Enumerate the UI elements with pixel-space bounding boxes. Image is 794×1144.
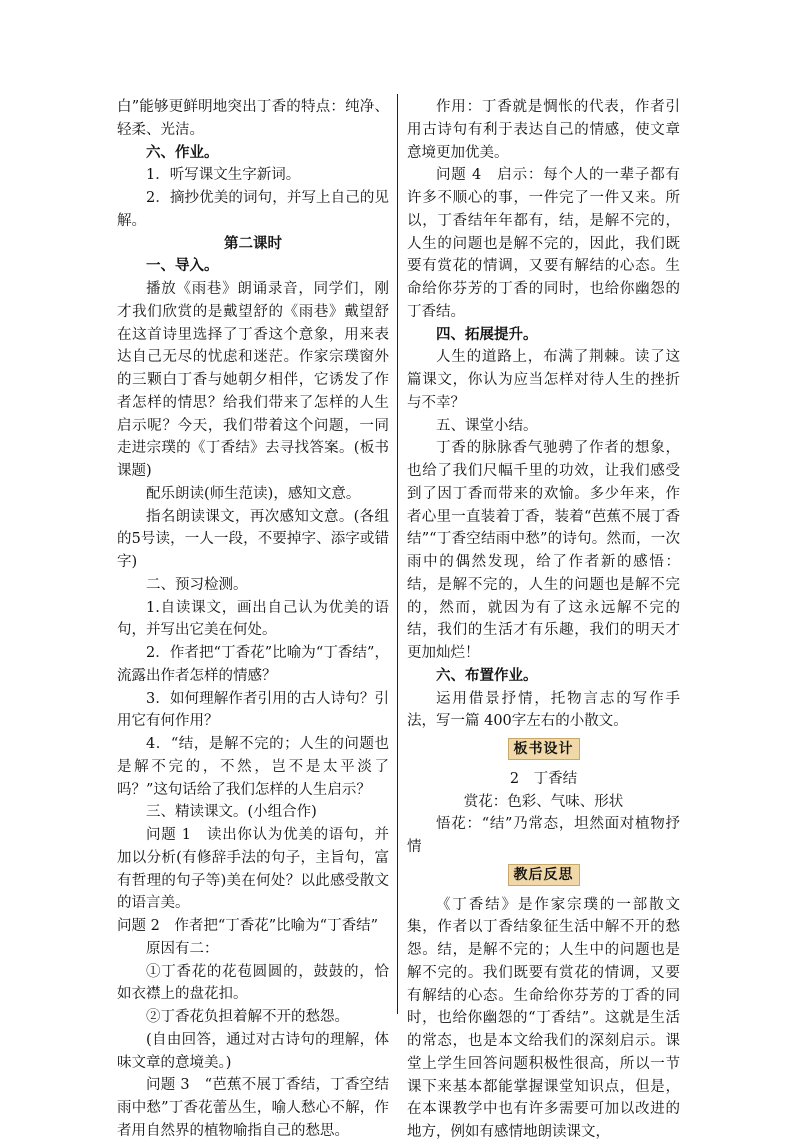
paragraph: 原因有二： bbox=[146, 940, 219, 957]
section-heading: 一、导入。 bbox=[146, 257, 219, 275]
paragraph: 三、精读课文。(小组合作) bbox=[146, 804, 317, 821]
paragraph: 作用：丁香就是惆怅的代表，作者引用古诗句有利于表达自己的情感，使文章意境更加优美。 bbox=[407, 99, 680, 161]
paragraph: 指名朗读课文，再次感知文意。(各组的5号读，一人一段，不要掉字、添字或错字) bbox=[117, 508, 389, 570]
paragraph: 问题 2 作者把“丁香花”比喻为“丁香结” bbox=[117, 918, 378, 934]
section-label: 教后反思 bbox=[508, 864, 580, 886]
section-label-wrap bbox=[407, 733, 680, 768]
right-column bbox=[407, 96, 680, 1144]
paragraph: 五、课堂小结。 bbox=[436, 417, 538, 434]
paragraph: 问题 4 启示：每个人的一辈子都有许多不顺心的事，一件完了一件又来。所以，丁香结年年都有，结，是解不完的，人生的问题也是解不完的，因此，我们既要有赏花的情调，又要有解结的心态。生命给你芬芳的丁香的同时，也给你幽怨的丁香结。 bbox=[407, 167, 680, 320]
paragraph: 悟花：“结”乃常态，坦然面对植物抒情 bbox=[407, 816, 680, 855]
section-label: 板书设计 bbox=[508, 738, 580, 760]
paragraph: 3．如何理解作者引用的古人诗句？引用它有何作用？ bbox=[117, 690, 389, 730]
section-heading: 第二课时 bbox=[224, 234, 282, 252]
paragraph: 问题 1 读出你认为优美的语句，并加以分析(有修辞手法的句子，主旨句，富有哲理的句子等)美在何处？以此感受散文的语言美。 bbox=[117, 827, 389, 912]
paragraph: 人生的道路上，布满了荆棘。读了这篇课文，你认为应当怎样对待人生的挫折与不幸？ bbox=[407, 349, 680, 411]
paragraph: ②丁香花负担着解不开的愁怨。 bbox=[146, 1009, 349, 1025]
section-heading: 四、拓展提升。 bbox=[436, 325, 538, 343]
paragraph: 运用借景抒情，托物言志的写作手法，写一篇 400字左右的小散文。 bbox=[407, 690, 680, 730]
paragraph: 丁香的脉脉香气驰骋了作者的想象，也给了我们尺幅千里的功效，让我们感受到了因丁香而带来的欢愉。多少年来，作者心里一直装着丁香，装着“芭蕉不展丁香结”“丁香空结雨中愁”的诗句。然而，一次雨中的偶然发现，给了作者新的感悟：结，是解不完的，人生的问题也是解不完的，然而，就因为有了这永远解不完的结，我们的生活才有乐趣，我们的明天才更加灿烂！ bbox=[407, 440, 680, 661]
paragraph: 2．摘抄优美的词句，并写上自己的见解。 bbox=[117, 190, 389, 229]
paragraph: 问题 3 “芭蕉不展丁香结，丁香空结雨中愁”丁香花蕾丛生，喻人愁心不解，作者用自然界的植物喻指自己的愁思。 bbox=[117, 1077, 389, 1139]
paragraph: 赏花：色彩、气味、形状 bbox=[463, 793, 624, 810]
paragraph: ①丁香花的花苞圆圆的，鼓鼓的，恰如衣襟上的盘花扣。 bbox=[117, 963, 389, 1003]
paragraph: (自由回答，通过对古诗句的理解，体味文章的意境美。) bbox=[117, 1031, 389, 1071]
paragraph: 配乐朗读(师生范读)，感知文意。 bbox=[146, 485, 361, 502]
section-label-wrap bbox=[407, 859, 680, 894]
left-column bbox=[117, 96, 389, 1143]
column-divider bbox=[397, 94, 398, 1014]
paragraph: 白”能够更鲜明地突出丁香的特点：纯净、轻柔、光洁。 bbox=[117, 99, 389, 138]
section-heading: 六、作业。 bbox=[146, 143, 219, 161]
paragraph: 1.自读课文，画出自己认为优美的语句，并写出它美在何处。 bbox=[117, 599, 389, 639]
paragraph: 二、预习检测。 bbox=[146, 576, 248, 593]
paragraph: 2．作者把“丁香花”比喻为“丁香结”，流露出作者怎样的情感？ bbox=[117, 645, 389, 684]
section-heading: 六、布置作业。 bbox=[436, 666, 538, 684]
paragraph: 1．听写课文生字新词。 bbox=[146, 167, 301, 184]
paragraph: 《丁香结》是作家宗璞的一部散文集，作者以丁香结象征生活中解不开的愁怨。结，是解不完的；人生中的问题也是解不完的。我们既要有赏花的情调，又要有解结的心态。生命给你芬芳的丁香的同时，也给你幽怨的“丁香结”。这就是生活的常态，也是本文给我们的深刻启示。课堂上学生回答问题积极性很高，所以一节课下来基本都能掌握课堂知识点，但是，在本课教学中也有许多需要可加以改进的地方，例如有感情地朗读课文， bbox=[407, 896, 680, 1140]
paragraph: 播放《雨巷》朗诵录音，同学们，刚才我们欣赏的是戴望舒的《雨巷》戴望舒在这首诗里选择了丁香这个意象，用来表达自己无尽的忧虑和迷茫。作家宗璞窗外的三颗白丁香与她朝夕相伴，它诱发了作者怎样的情思？给我们带来了怎样的人生启示呢？今天，我们带着这个问题，一同走进宗璞的《丁香结》去寻找答案。(板书课题) bbox=[117, 281, 389, 479]
paragraph: 2 丁香结 bbox=[509, 770, 578, 787]
paragraph: 4．“结，是解不完的；人生的问题也是解不完的，不然，岂不是太平淡了吗？”这句话给了我们怎样的人生启示？ bbox=[117, 736, 389, 798]
